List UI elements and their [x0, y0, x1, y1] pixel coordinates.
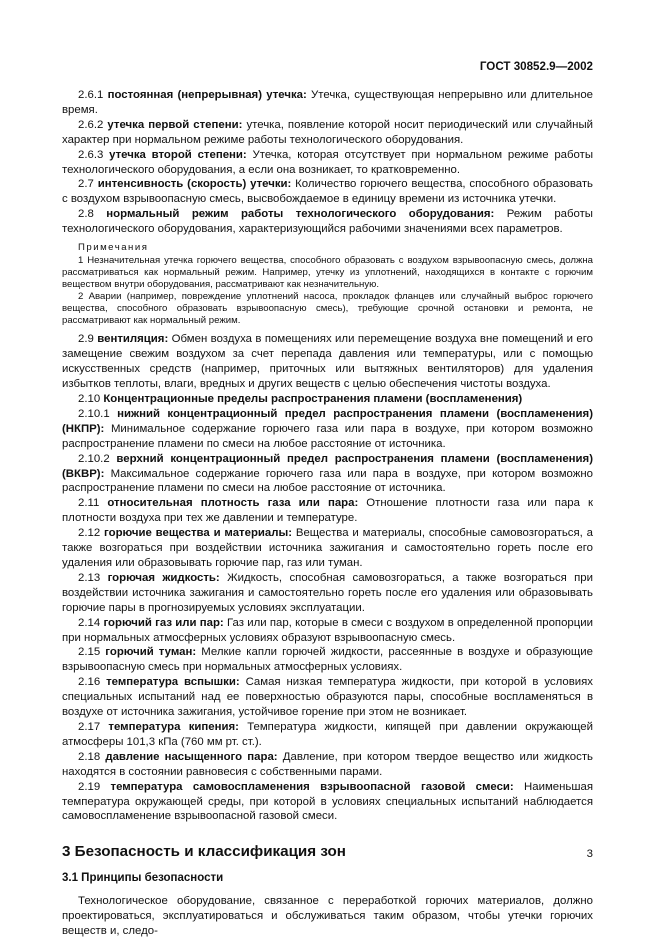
definition-2-11 [62, 496, 593, 526]
definition-2-18 [62, 750, 593, 780]
definition-number: 2.14 [78, 616, 101, 629]
definition-2-19 [62, 780, 593, 825]
definition-number: 2.19 [78, 780, 101, 793]
definition-term: вентиляция: [97, 333, 169, 346]
definition-text: Наименьшая температура окружающей среды, при которой в условиях специальных испытаний наблюдается самовоспламенение взрывоопасной газовой смеси. [62, 780, 593, 823]
definition-2-16 [62, 675, 593, 720]
definition-term: горючие вещества и материалы: [104, 527, 293, 540]
definition-text: Вещества и материалы, способные самовозгораться, а также возгораться при воздействии источника зажигания и самостоятельно гореть после его удаления или образовывать горючие пар, газ или туман. [62, 527, 593, 569]
note-item: 2 Аварии (например, повреждение уплотнений насоса, прокладок фланцев или случайный выброс горючего вещества, способного образовать взрывоопасную смесь), требующие срочной остановки и ремонта, не рассматривают как нормальный режим. [62, 290, 593, 326]
definition-number: 2.10.2 [78, 452, 110, 465]
definition-2-10-2 [62, 452, 593, 497]
definition-term: относительная плотность газа или пара: [107, 497, 359, 510]
page-content [62, 88, 593, 939]
definition-number: 2.7 [78, 178, 94, 191]
definition-number: 2.15 [78, 646, 101, 659]
definition-term: Концентрационные пределы распространения пламени (воспламенения) [103, 393, 523, 406]
definition-number: 2.8 [78, 208, 94, 221]
definition-number: 2.18 [78, 750, 101, 763]
definition-text: Мелкие капли горючей жидкости, рассеянные в воздухе и образующие взрывоопасную смесь при нормальных атмосферных условиях. [62, 646, 593, 674]
definition-2-6-3 [62, 148, 593, 178]
definition-text: Утечка, которая отсутствует при нормальном режиме работы технологического оборудования, а если она возникает, то кратковременно. [62, 148, 594, 176]
definition-number: 2.12 [78, 527, 101, 540]
definition-text: Утечка, существующая непрерывно или длительное время. [62, 89, 594, 116]
definition-text: Минимальное содержание горючего газа или пара в воздухе, при котором возможно распространение пламени по смеси на любое расстояние от источника. [62, 422, 593, 450]
notes-block [62, 242, 593, 326]
definition-2-7 [62, 177, 593, 207]
definition-number: 2.16 [78, 676, 101, 689]
subsection-heading: 3.1 Принципы безопасности [62, 872, 224, 885]
definition-number: 2.6.2 [78, 118, 104, 131]
definition-text: Максимальное содержание горючего газа или пара в воздухе, при котором возможно распространение пламени по смеси на любое расстояние от источника. [62, 467, 593, 495]
definition-2-10-1 [62, 407, 593, 452]
definition-term: температура кипения: [108, 720, 239, 733]
definition-number: 2.11 [78, 497, 100, 510]
definition-term: постоянная (непрерывная) утечка: [107, 89, 307, 101]
definition-2-8 [62, 207, 593, 237]
definition-number: 2.6.3 [78, 148, 104, 161]
definition-text: Температура жидкости, кипящей при давлении окружающей атмосферы 101,3 кПа (760 мм рт. ст.). [62, 720, 593, 748]
document-code: ГОСТ 30852.9—2002 [479, 60, 593, 73]
definition-term: интенсивность (скорость) утечки: [97, 178, 292, 191]
definition-2-6-1 [62, 88, 593, 118]
definition-number: 2.9 [78, 333, 94, 346]
definition-number: 2.13 [78, 571, 101, 584]
definition-number: 2.6.1 [78, 89, 104, 101]
definition-text: Режим работы технологического оборудования, характеризующийся рабочими значениями всех параметров. [62, 208, 593, 236]
definition-term: горючий газ или пар: [103, 616, 224, 629]
definition-2-13 [62, 571, 593, 616]
definition-term: утечка второй степени: [109, 148, 247, 161]
definition-term: горючая жидкость: [107, 571, 220, 584]
definition-text: Газ или пар, которые в смеси с воздухом в определенной пропорции при нормальных атмосферных условиях образуют взрывоопасную смесь. [62, 616, 593, 644]
definition-term: температура вспышки: [106, 676, 240, 689]
definition-2-9 [62, 332, 593, 392]
definition-text: Жидкость, способная самовозгораться, а также возгораться при воздействии источника зажигания и самостоятельно гореть после его удаления или образовывать горючие пары в прогнозируемых условиях эксплуатации. [62, 571, 594, 614]
definition-text: Обмен воздуха в помещениях или перемещение воздуха вне помещений и его замещение свежим воздухом за счет перепада давления или температуры, или с помощью искусственных средств (например, приточных или вытяжных вентиляторов) для удаления избытков теплоты, влаги, вредных и других веществ с целью обеспечения чистоты воздуха. [62, 333, 594, 391]
definition-number: 2.10.1 [78, 407, 110, 420]
note-item: 1 Незначительная утечка горючего вещества, способного образовать с воздухом взрывоопасную смесь, должна рассматриваться как нормальный режим. Например, утечку из уплотнений, находящихся в контакте с горючим веществом внутри оборудования, рассматривают как незначительную. [62, 254, 593, 290]
definition-number: 2.17 [78, 720, 101, 733]
definition-term: утечка первой степени: [107, 118, 243, 131]
definition-term: горючий туман: [105, 646, 197, 659]
definition-2-10 [62, 392, 593, 407]
section-heading: 3 Безопасность и классификация зон [62, 843, 346, 861]
definition-number: 2.10 [78, 393, 101, 406]
definition-term: температура самовоспламенения взрывоопасной газовой смеси: [110, 780, 514, 793]
page-number: 3 [586, 848, 593, 860]
definition-text: утечка, появление которой носит периодический или случайный характер при нормальном режиме работы технологического оборудования. [62, 118, 593, 146]
definitions-block-a [62, 88, 593, 237]
definition-2-15 [62, 645, 593, 675]
definition-term: нормальный режим работы технологического оборудования: [106, 208, 495, 221]
definition-text: Количество горючего вещества, способного образовать с воздухом взрывоопасную смесь, высвобождаемое в единицу времени из источника утечки. [62, 178, 593, 206]
definition-term: верхний концентрационный предел распространения пламени (воспламенения) (ВКВР): [62, 452, 594, 480]
section-paragraph: Технологическое оборудование, связанное с переработкой горючих материалов, должно проектироваться, эксплуатироваться и обслуживаться таким образом, чтобы утечки горючих веществ и, следо- [62, 895, 593, 938]
definition-2-6-2 [62, 118, 593, 148]
definition-term: нижний концентрационный предел распространения пламени (воспламенения) (НКПР): [62, 407, 593, 435]
definition-text: Отношение плотности газа или пара к плотности воздуха при тех же давлении и температуре. [62, 497, 593, 525]
definition-text: Самая низкая температура жидкости, при которой в условиях специальных испытаний над ее поверхностью образуются пары, способные воспламеняться в воздухе от источника зажигания, устойчивое горение при этом не возникает. [62, 676, 593, 719]
definition-text: Давление, при котором твердое вещество или жидкость находятся в состоянии равновесия с собственными парами. [62, 750, 593, 778]
definition-2-12 [62, 526, 593, 571]
definition-2-17 [62, 720, 593, 750]
notes-title: Примечания [78, 242, 149, 254]
definition-term: давление насыщенного пара: [105, 750, 278, 763]
definition-2-14 [62, 616, 593, 646]
definitions-block-b [62, 332, 593, 824]
